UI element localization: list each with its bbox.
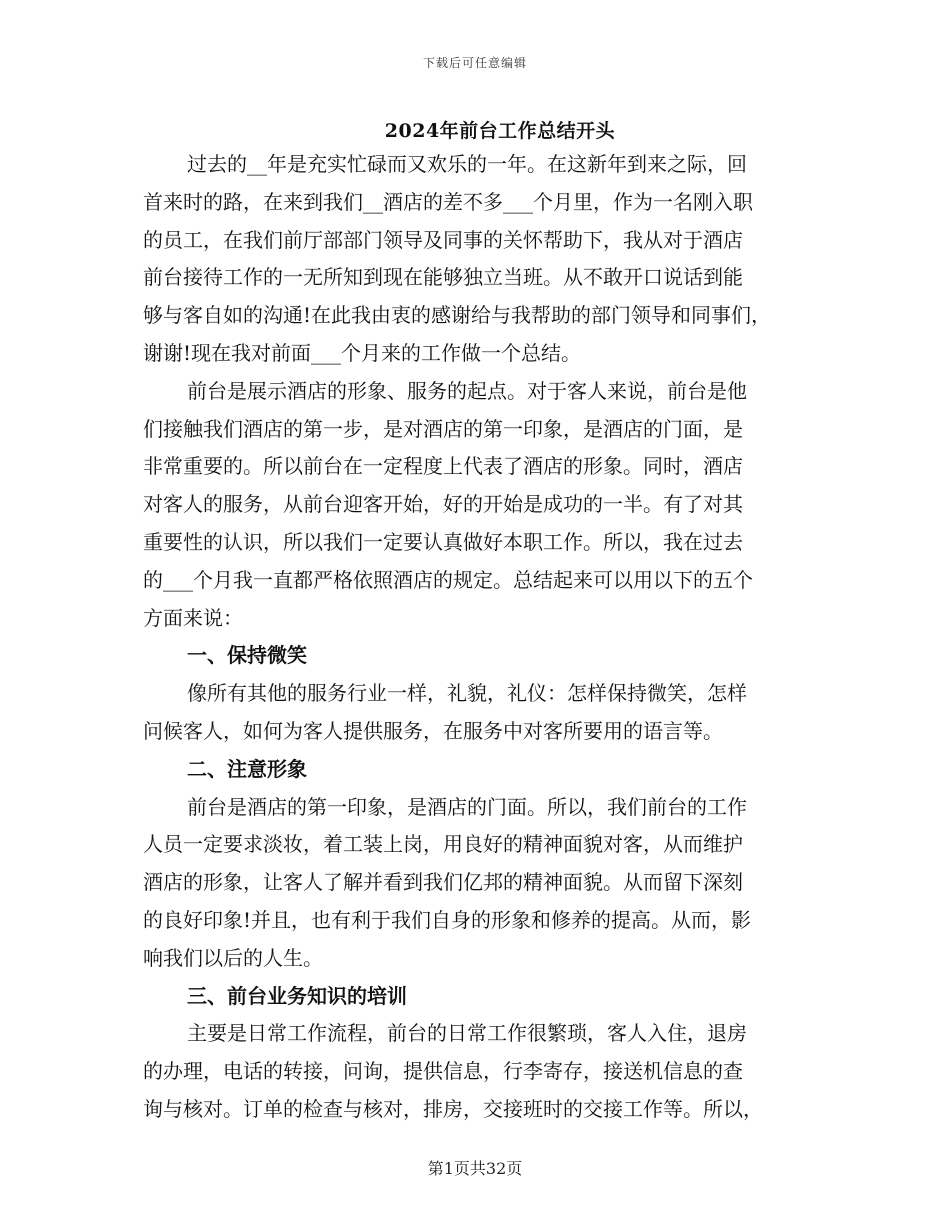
paragraph-line: 响我们以后的人生。 <box>143 945 323 970</box>
section-heading: 二、注意形象 <box>187 756 307 781</box>
paragraph-line: 前台是酒店的第一印象，是酒店的门面。所以，我们前台的工作 <box>187 794 747 819</box>
document-title: 2024年前台工作总结开头 <box>384 120 616 142</box>
paragraph-line: 方面来说： <box>143 605 243 630</box>
paragraph-line: 对客人的服务，从前台迎客开始，好的开始是成功的一半。有了对其 <box>143 492 743 517</box>
paragraph-line: 重要性的认识，所以我们一定要认真做好本职工作。所以，我在过去 <box>143 529 743 554</box>
paragraph-line: 的办理，电话的转接，问询，提供信息，行李寄存，接送机信息的查 <box>143 1059 743 1084</box>
paragraph-line: 的良好印象!并且，也有利于我们自身的形象和修养的提高。从而，影 <box>143 907 752 932</box>
paragraph-line: 像所有其他的服务行业一样，礼貌，礼仪：怎样保持微笑，怎样 <box>187 681 747 706</box>
document-body <box>143 146 815 1129</box>
paragraph-line: 够与客自如的沟通!在此我由衷的感谢给与我帮助的部门领导和同事们， <box>143 303 772 328</box>
paragraph-line: 人员一定要求淡妆，着工装上岗，用良好的精神面貌对客，从而维护 <box>143 832 743 857</box>
paragraph-line: 的员工，在我们前厅部部门领导及同事的关怀帮助下，我从对于酒店 <box>143 227 743 252</box>
paragraph-line: 谢谢!现在我对前面___个月来的工作做一个总结。 <box>143 340 582 365</box>
paragraph-line: 们接触我们酒店的第一步，是对酒店的第一印象，是酒店的门面，是 <box>143 416 743 441</box>
paragraph-line: 的___个月我一直都严格依照酒店的规定。总结起来可以用以下的五个 <box>143 567 753 592</box>
header-note: 下载后可任意编辑 <box>422 56 527 70</box>
section-heading: 一、保持微笑 <box>187 643 307 668</box>
paragraph-line: 问候客人，如何为客人提供服务，在服务中对客所要用的语言等。 <box>143 718 723 743</box>
paragraph-line: 询与核对。订单的检查与核对，排房，交接班时的交接工作等。所以， <box>143 1096 763 1121</box>
paragraph-line: 前台是展示酒店的形象、服务的起点。对于客人来说，前台是他 <box>187 378 747 403</box>
paragraph-line: 主要是日常工作流程，前台的日常工作很繁琐，客人入住，退房 <box>187 1021 747 1046</box>
paragraph-line: 非常重要的。所以前台在一定程度上代表了酒店的形象。同时，酒店 <box>143 454 743 479</box>
page-number: 第1页共32页 <box>427 1159 523 1178</box>
paragraph-line: 过去的__年是充实忙碌而又欢乐的一年。在这新年到来之际，回 <box>187 152 747 176</box>
section-heading: 三、前台业务知识的培训 <box>187 983 407 1008</box>
paragraph-line: 前台接待工作的一无所知到现在能够独立当班。从不敢开口说话到能 <box>143 265 743 290</box>
paragraph-line: 酒店的形象，让客人了解并看到我们亿邦的精神面貌。从而留下深刻 <box>143 870 743 895</box>
paragraph-line: 首来时的路，在来到我们__酒店的差不多___个月里，作为一名刚入职 <box>143 189 753 214</box>
